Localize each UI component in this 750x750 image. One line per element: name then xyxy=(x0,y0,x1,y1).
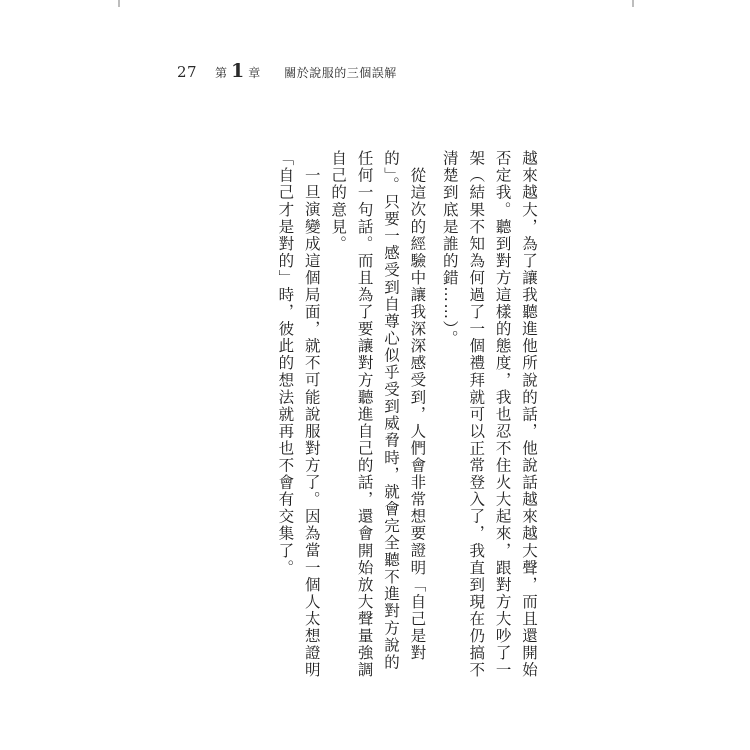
chapter-title: 關於說服的三個誤解 xyxy=(284,66,397,80)
paragraph-experience: 從這次的經驗中讓我深深感受到，人們會非常想要證明「自己是對的」。只要一感受到自尊心似乎受到威脅時，就會完全聽不進對方說的任何一句話。而且為了要讓對方聽進自己的話，還會開始放大聲量強調自己的意見。 xyxy=(329,150,427,679)
paragraph-continued: 越來越大，為了讓我聽進他所說的話，他說話越來越大聲，而且還開始否定我。聽到對方這樣的態度，我也忍不住火大起來，跟對方大吵了一架（結果不知為何過了一個禮拜就可以正常登入了，我直到現在仍搞不清楚到底是誰的錯……）。 xyxy=(440,150,538,679)
paragraph-conclusion: 一旦演變成這個局面，就不可能說服對方了。因為當一個人太想證明「自己才是對的」時，彼此的想法就再也不會有交集了。 xyxy=(276,150,321,679)
page-edge-mark-right xyxy=(632,0,634,7)
chapter-prefix: 第 xyxy=(215,66,228,80)
page-number: 27 xyxy=(177,63,198,81)
running-header xyxy=(177,62,397,82)
page-edge-mark-left xyxy=(118,0,120,7)
chapter-number: 1 xyxy=(231,60,245,82)
chapter-suffix: 章 xyxy=(248,66,261,80)
vertical-body-text xyxy=(272,150,542,680)
